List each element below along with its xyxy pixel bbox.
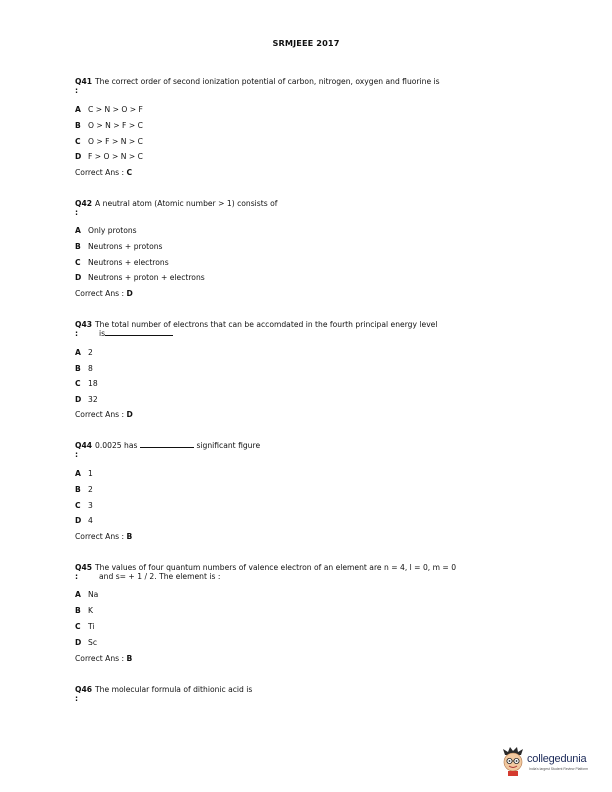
- question-text: The values of four quantum numbers of valence electron of an element are n = 4, l = 0, m = 0: [95, 563, 457, 572]
- option-d: D Neutrons + proton + electrons: [75, 273, 205, 282]
- option-b: B 8: [75, 364, 93, 373]
- option-c: C Ti: [75, 622, 95, 631]
- question-text-after: significant figure: [196, 441, 261, 450]
- option-b: B Neutrons + protons: [75, 242, 163, 251]
- brand-name: collegedunia: [527, 753, 587, 765]
- option-b: B 2: [75, 485, 93, 494]
- correct-answer: Correct Ans : D: [75, 289, 133, 298]
- question-43: [75, 320, 545, 338]
- question-number: Q45: [75, 563, 93, 572]
- question-46: [75, 685, 545, 703]
- correct-answer: Correct Ans : C: [75, 168, 133, 177]
- question-42: [75, 199, 545, 217]
- option-b: B O > N > F > C: [75, 121, 143, 130]
- question-number: Q46: [75, 685, 93, 694]
- question-colon: :: [75, 86, 79, 95]
- question-colon: :: [75, 450, 79, 459]
- mascot-icon: [500, 747, 526, 777]
- question-number: Q43: [75, 320, 93, 329]
- question-44: [75, 441, 545, 459]
- option-d: D F > O > N > C: [75, 152, 143, 161]
- option-a: A Na: [75, 590, 99, 599]
- question-colon: :: [75, 208, 79, 217]
- option-a: A 1: [75, 469, 93, 478]
- option-d: D Sc: [75, 638, 97, 647]
- question-text-continued: is: [99, 329, 106, 338]
- question-number: Q41: [75, 77, 93, 86]
- option-c: C 3: [75, 501, 93, 510]
- question-text: A neutral atom (Atomic number > 1) consists of: [95, 199, 278, 208]
- question-text: The correct order of second ionization potential of carbon, nitrogen, oxygen and fluorine is: [95, 77, 440, 86]
- correct-answer: Correct Ans : B: [75, 532, 133, 541]
- question-number: Q44: [75, 441, 93, 450]
- option-a: A Only protons: [75, 226, 137, 235]
- question-colon: :: [75, 329, 79, 338]
- question-45: [75, 563, 545, 581]
- option-a: A 2: [75, 348, 93, 357]
- option-a: A C > N > O > F: [75, 105, 143, 114]
- question-41: [75, 77, 545, 95]
- option-c: C 18: [75, 379, 98, 388]
- question-text-continued: and s= + 1 / 2. The element is :: [99, 572, 221, 581]
- correct-answer: Correct Ans : D: [75, 410, 133, 419]
- option-d: D 4: [75, 516, 93, 525]
- answer-blank: [105, 329, 173, 336]
- option-c: C Neutrons + electrons: [75, 258, 169, 267]
- question-colon: :: [75, 572, 79, 581]
- page-title: SRMJEEE 2017: [272, 38, 340, 48]
- question-text: The total number of electrons that can be accomdated in the fourth principal energy level: [95, 320, 438, 329]
- correct-answer: Correct Ans : B: [75, 654, 133, 663]
- collegedunia-logo: [500, 747, 610, 777]
- answer-blank: [140, 441, 194, 448]
- option-c: C O > F > N > C: [75, 137, 143, 146]
- brand-tagline: India's largest Student Review Platform: [529, 767, 589, 771]
- question-number: Q42: [75, 199, 93, 208]
- option-d: D 32: [75, 395, 98, 404]
- question-text: The molecular formula of dithionic acid is: [95, 685, 253, 694]
- question-colon: :: [75, 694, 79, 703]
- question-text: 0.0025 has: [95, 441, 138, 450]
- option-b: B K: [75, 606, 93, 615]
